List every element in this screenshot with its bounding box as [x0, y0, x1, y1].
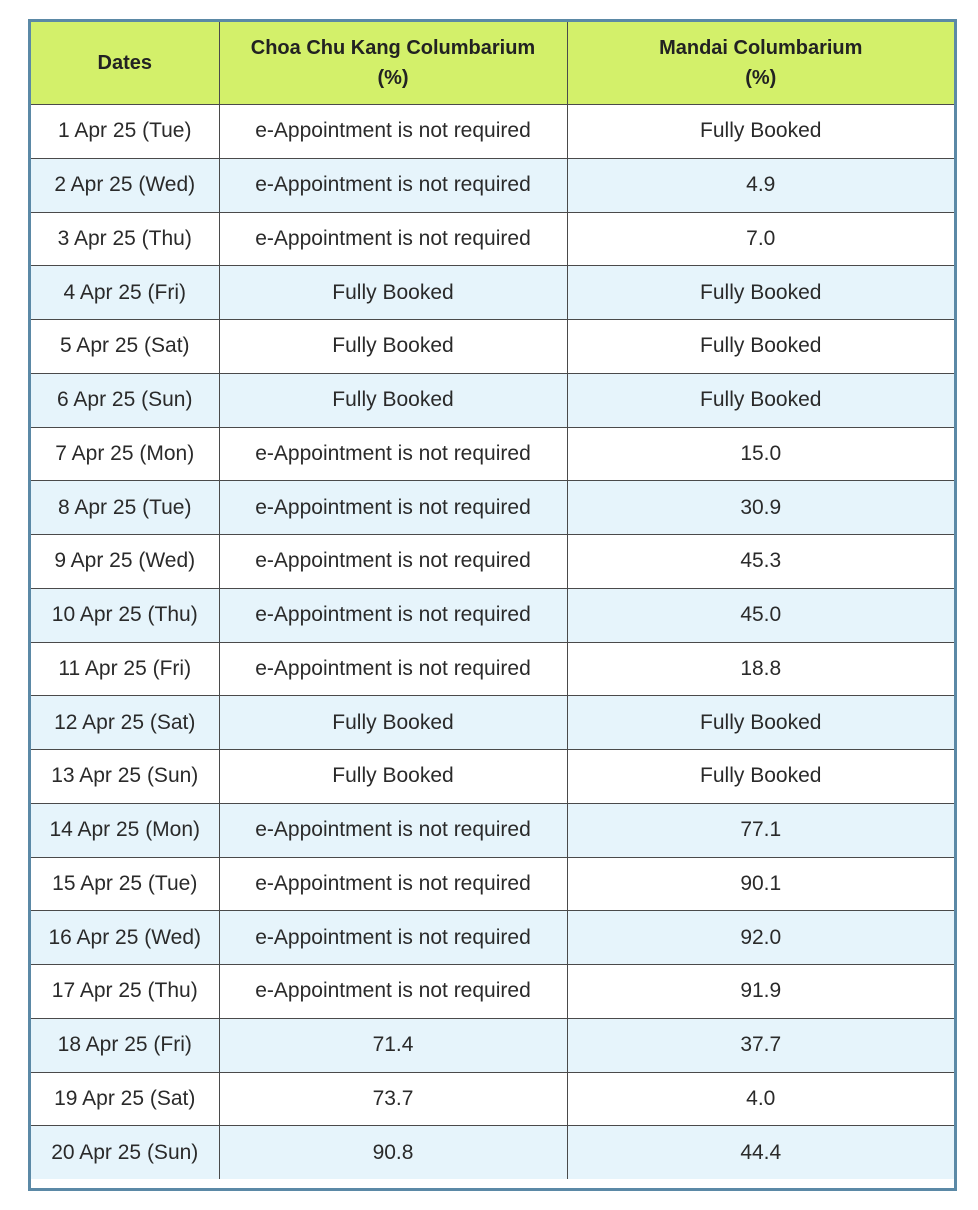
table-row [31, 1126, 954, 1179]
table-row [31, 427, 954, 481]
date-cell: 4 Apr 25 (Fri) [31, 266, 219, 320]
choa-chu-kang-cell: 90.8 [219, 1126, 567, 1179]
table-row [31, 212, 954, 266]
date-cell: 11 Apr 25 (Fri) [31, 642, 219, 696]
date-cell: 16 Apr 25 (Wed) [31, 911, 219, 965]
header-choa-chu-kang [219, 22, 567, 105]
table-row [31, 158, 954, 212]
choa-chu-kang-cell: e-Appointment is not required [219, 427, 567, 481]
table-body [31, 105, 954, 1180]
date-cell: 17 Apr 25 (Thu) [31, 965, 219, 1019]
choa-chu-kang-cell: 73.7 [219, 1072, 567, 1126]
mandai-cell: 90.1 [567, 857, 954, 911]
choa-chu-kang-cell: Fully Booked [219, 696, 567, 750]
table-row [31, 1018, 954, 1072]
mandai-cell: 18.8 [567, 642, 954, 696]
table-row [31, 535, 954, 589]
choa-chu-kang-cell: e-Appointment is not required [219, 642, 567, 696]
table-row [31, 105, 954, 159]
date-cell: 2 Apr 25 (Wed) [31, 158, 219, 212]
choa-chu-kang-cell: Fully Booked [219, 750, 567, 804]
choa-chu-kang-cell: 71.4 [219, 1018, 567, 1072]
table-frame [28, 19, 957, 1191]
mandai-cell: Fully Booked [567, 105, 954, 159]
date-cell: 19 Apr 25 (Sat) [31, 1072, 219, 1126]
mandai-cell: 7.0 [567, 212, 954, 266]
table-row [31, 1072, 954, 1126]
choa-chu-kang-cell: Fully Booked [219, 320, 567, 374]
mandai-cell: 44.4 [567, 1126, 954, 1179]
header-dates: Dates [31, 22, 219, 105]
choa-chu-kang-cell: e-Appointment is not required [219, 481, 567, 535]
date-cell: 1 Apr 25 (Tue) [31, 105, 219, 159]
mandai-cell: 37.7 [567, 1018, 954, 1072]
date-cell: 8 Apr 25 (Tue) [31, 481, 219, 535]
mandai-cell: 4.0 [567, 1072, 954, 1126]
choa-chu-kang-cell: e-Appointment is not required [219, 803, 567, 857]
table-row [31, 965, 954, 1019]
mandai-cell: Fully Booked [567, 266, 954, 320]
choa-chu-kang-cell: Fully Booked [219, 373, 567, 427]
mandai-cell: Fully Booked [567, 696, 954, 750]
table-row [31, 750, 954, 804]
header-mandai-title: Mandai Columbarium [659, 37, 863, 59]
choa-chu-kang-cell: e-Appointment is not required [219, 965, 567, 1019]
choa-chu-kang-cell: e-Appointment is not required [219, 535, 567, 589]
table-row [31, 857, 954, 911]
mandai-cell: Fully Booked [567, 750, 954, 804]
choa-chu-kang-cell: e-Appointment is not required [219, 105, 567, 159]
table-row [31, 696, 954, 750]
table-row [31, 266, 954, 320]
date-cell: 10 Apr 25 (Thu) [31, 588, 219, 642]
table-row [31, 373, 954, 427]
mandai-cell: 92.0 [567, 911, 954, 965]
mandai-cell: 77.1 [567, 803, 954, 857]
choa-chu-kang-cell: e-Appointment is not required [219, 158, 567, 212]
choa-chu-kang-cell: e-Appointment is not required [219, 857, 567, 911]
availability-table [31, 22, 954, 1179]
date-cell: 9 Apr 25 (Wed) [31, 535, 219, 589]
header-choa-chu-kang-unit: (%) [377, 67, 409, 89]
date-cell: 15 Apr 25 (Tue) [31, 857, 219, 911]
date-cell: 14 Apr 25 (Mon) [31, 803, 219, 857]
date-cell: 3 Apr 25 (Thu) [31, 212, 219, 266]
table-row [31, 642, 954, 696]
date-cell: 13 Apr 25 (Sun) [31, 750, 219, 804]
table-row [31, 320, 954, 374]
date-cell: 6 Apr 25 (Sun) [31, 373, 219, 427]
table-row [31, 588, 954, 642]
table-row [31, 803, 954, 857]
mandai-cell: Fully Booked [567, 320, 954, 374]
mandai-cell: 45.3 [567, 535, 954, 589]
header-mandai [567, 22, 954, 105]
mandai-cell: 91.9 [567, 965, 954, 1019]
date-cell: 12 Apr 25 (Sat) [31, 696, 219, 750]
date-cell: 18 Apr 25 (Fri) [31, 1018, 219, 1072]
mandai-cell: 30.9 [567, 481, 954, 535]
choa-chu-kang-cell: e-Appointment is not required [219, 588, 567, 642]
header-mandai-unit: (%) [745, 67, 777, 89]
choa-chu-kang-cell: Fully Booked [219, 266, 567, 320]
date-cell: 5 Apr 25 (Sat) [31, 320, 219, 374]
date-cell: 7 Apr 25 (Mon) [31, 427, 219, 481]
choa-chu-kang-cell: e-Appointment is not required [219, 212, 567, 266]
mandai-cell: 4.9 [567, 158, 954, 212]
date-cell: 20 Apr 25 (Sun) [31, 1126, 219, 1179]
header-choa-chu-kang-title: Choa Chu Kang Columbarium [250, 37, 536, 59]
mandai-cell: 15.0 [567, 427, 954, 481]
mandai-cell: Fully Booked [567, 373, 954, 427]
mandai-cell: 45.0 [567, 588, 954, 642]
table-row [31, 481, 954, 535]
table-row [31, 911, 954, 965]
choa-chu-kang-cell: e-Appointment is not required [219, 911, 567, 965]
table-header-row [31, 22, 954, 105]
